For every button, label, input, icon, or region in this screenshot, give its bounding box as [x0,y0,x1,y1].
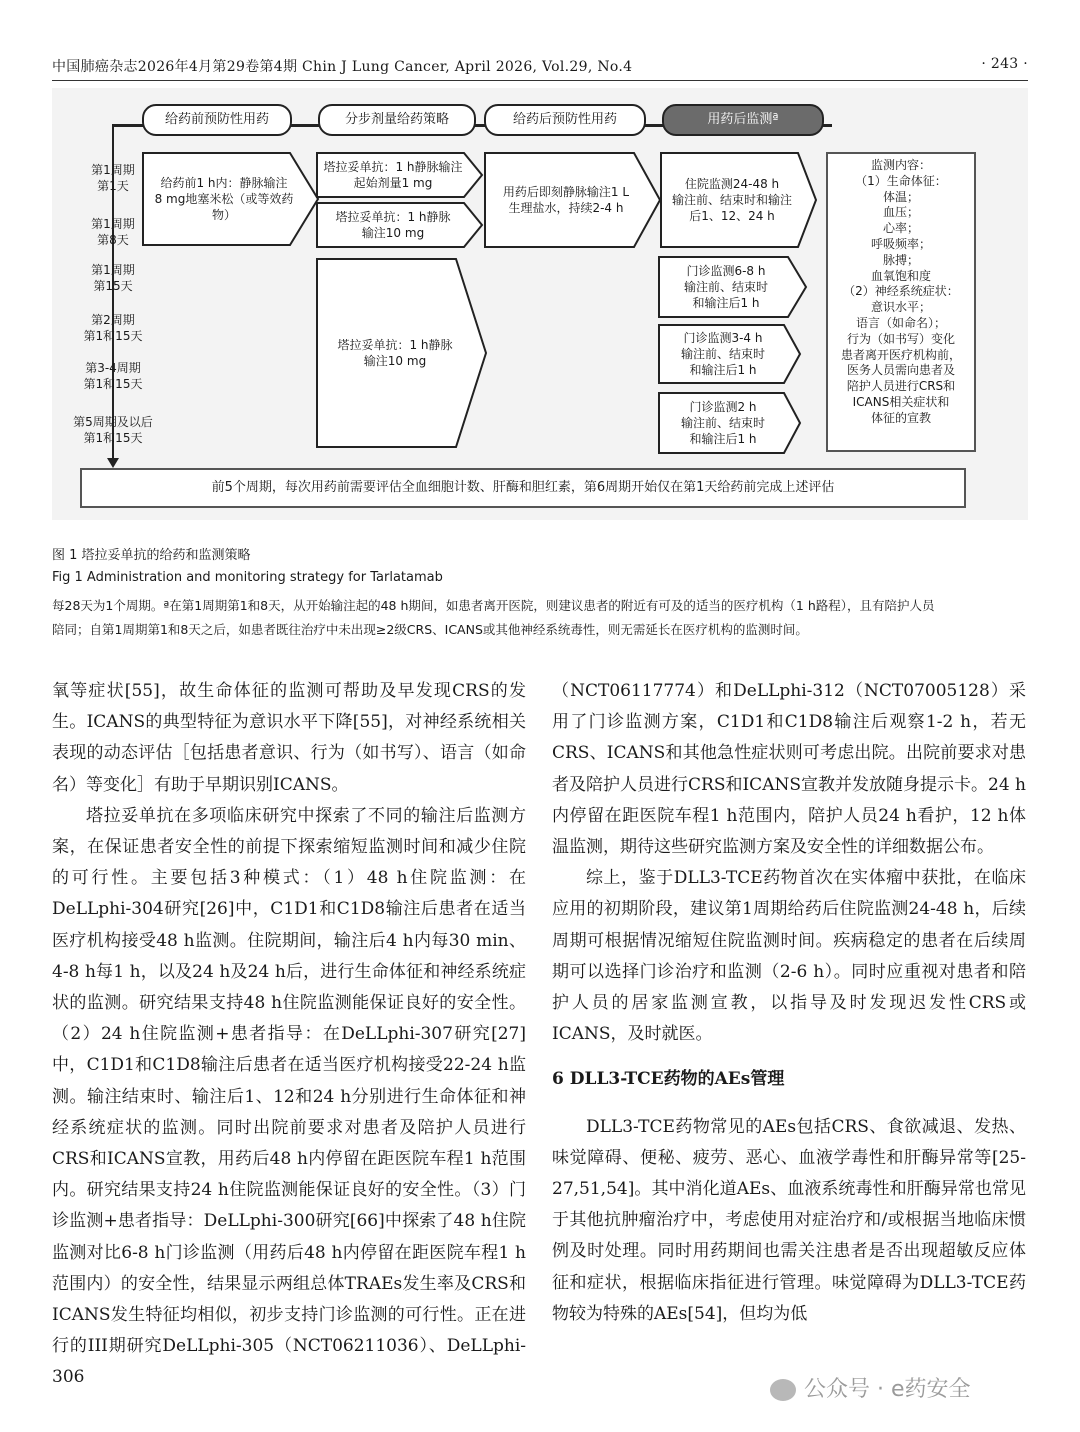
phase-premed: 给药前预防性用药 [142,104,292,136]
phase-monitoring: 用药后监测ª [662,104,824,136]
monitor-outpatient-2-text: 门诊监测2 h 输注前、结束时 和输注后1 h [680,400,765,446]
monitor-line: 体温； [882,189,919,204]
dose2-box [316,202,484,248]
monitor-line: 患者离开医疗机构前， [840,347,961,362]
figure-note-line: 陪同；自第1周期第1和8天之后，如患者既往治疗中未出现≥2级CRS、ICANS或其他神经系统毒性，则无需延长在医疗机构的监测时间。 [52,622,808,637]
paragraph: 综上，鉴于DLL3-TCE药物首次在实体瘤中获批，在临床应用的初期阶段，建议第1周期给药后住院监测24-48 h，后续周期可根据情况缩短住院监测时间。疾病稳定的患者在后续周期可以选择门诊治疗和监测（2-6 h）。同时应重视对患者和陪护人员的居家监测宣教，以指导及时发现迟发性CRS或ICANS，及时就医。 [552,868,1026,1045]
running-header [52,56,1028,80]
timepoint-c1d15: 第1周期 第15天 [91,263,135,293]
figure-note-line: 每28天为1个周期。ª在第1周期第1和8天，从开始输注起的48 h期间，如患者离开医院，则建议患者的附近有可及的适当的医疗机构（1 h路程），且有陪护人员 [52,598,935,613]
timepoint-c3-4: 第3-4周期 第1和15天 [83,361,143,391]
monitor-line: 心率； [882,221,919,236]
paragraph: 氧等症状[55]，故生命体征的监测可帮助及早发现CRS的发生。ICANS的典型特征为意识水平下降[55]，对神经系统相关表现的动态评估［包括患者意识、行为（如书写）、语言（如命名）等变化］有助于早期识别ICANS。 [52,681,526,795]
page-number: · 243 · [981,56,1028,72]
timepoint-c2: 第2周期 第1和15天 [83,313,143,343]
dose2-text: 塔拉妥单抗：1 h静脉 输注10 mg [335,210,451,240]
dose1-box [316,152,484,198]
paragraph: DLL3-TCE药物常见的AEs包括CRS、食欲减退、发热、味觉障碍、便秘、疲劳、恶心、血液学毒性和肝酶异常等[25-27,51,54]。其中消化道AEs、血液系统毒性和肝酶异常也常见于其他抗肿瘤治疗中，考虑使用对症治疗和/或根据当地临床惯例及时处理。同时用药期间也需关注患者是否出现超敏反应体征和症状，根据临床指征进行管理。味觉障碍为DLL3-TCE药物较为特殊的AEs[54]，但均为低 [552,1116,1026,1324]
premed-box [142,152,320,246]
monitor-line: 语言（如命名）； [855,315,946,330]
monitor-outpatient-3-4-text: 门诊监测3-4 h 输注前、结束时 和输注后1 h [680,331,765,377]
timepoint-c1d1: 第1周期 第1天 [91,163,135,193]
section-heading: 6 DLL3-TCE药物的AEs管理 [552,1069,785,1090]
monitor-inpatient-box [660,152,818,248]
monitor-line: 血氧饱和度 [870,268,931,283]
postmed-box [484,152,662,248]
monitor-line: 血压； [882,205,919,220]
monitor-line: 监测内容： [870,158,931,172]
monitor-line: （2）神经系统症状： [843,284,959,299]
monitor-outpatient-6-8-text: 门诊监测6-8 h 输注前、结束时 和输注后1 h [683,264,768,310]
figure-caption-en: Fig 1 Administration and monitoring strategy for Tarlatamab [52,570,443,585]
monitor-line: 呼吸频率； [870,236,931,251]
phase-dosing: 分步剂量给药策略 [318,104,476,136]
timepoint-c5plus: 第5周期及以后 第1和15天 [73,415,153,445]
monitor-line: 体征的宣教 [870,410,931,425]
watermark-text: 公众号 · e药安全 [804,1377,971,1402]
body-column-right [552,676,1026,1330]
header-rule [52,80,1028,81]
monitor-line: 陪护人员进行CRS和 [846,379,956,394]
body-column-left [52,676,526,1394]
dose3-text: 塔拉妥单抗：1 h静脉 输注10 mg [337,338,453,368]
assessment-footer-box: 前5个周期，每次用药前需要评估全血细胞计数、肝酶和胆红素，第6周期开始仅在第1天给药前完成上述评估 [80,468,966,508]
postmed-text: 用药后即刻静脉输注1 L 生理盐水，持续2-4 h [502,185,630,215]
figure-caption-cn: 图 1 塔拉妥单抗的给药和监测策略 [52,548,251,563]
timepoint-c1d8: 第1周期 第8天 [91,217,135,247]
wechat-icon [770,1379,796,1401]
monitor-line: ICANS相关症状和 [852,394,950,409]
figure-notes [52,594,1032,642]
monitor-outpatient-3-4-box [658,324,802,384]
monitoring-content-box [826,152,976,452]
monitor-line: （1）生命体征： [855,173,947,188]
monitor-line: 医务人员需向患者及 [846,363,955,378]
dose3-box [316,258,488,448]
paragraph: 塔拉妥单抗在多项临床研究中探索了不同的输注后监测方案，在保证患者安全性的前提下探索缩短监测时间和减少住院的可行性。主要包括3种模式：（1）48 h住院监测：在DeLLphi-304研究[26]中，C1D1和C1D8输注后患者在适当医疗机构接受48 h监测。住院期间，输注后4 h内每30 min、4-8 h每1 h，以及24 h及24 h后，进行生命体征和神经系统症状的监测。研究结果支持48 h住院监测能保证良好的安全性。（2）24 h住院监测+患者指导：在DeLLphi-307研究[27]中，C1D1和C1D8输注后患者在适当医疗机构接受22-24 h监测。输注结束时、输注后1、12和24 h分别进行生命体征和神经系统症状的监测。同时出院前要求对患者及陪护人员进行CRS和ICANS宣教，用药后48 h内停留在距医院车程1 h范围内。研究结果支持24 h住院监测能保证良好的安全性。（3）门诊监测+患者指导：DeLLphi-300研究[66]中探索了48 h住院监测对比6-8 h门诊监测（用药后48 h内停留在距医院车程1 h范围内）的安全性，结果显示两组总体TRAEs发生率及CRS和ICANS发生特征均相似，初步支持门诊监测的可行性。正在进行的III期研究DeLLphi-305（NCT06211036）、DeLLphi-306 [52,805,526,1388]
journal-citation: 中国肺癌杂志2026年4月第29卷第4期 Chin J Lung Cancer, April 2026, Vol.29, No.4 [52,59,633,75]
monitor-outpatient-2-box [658,392,802,454]
monitor-outpatient-6-8-box [658,256,808,318]
monitor-line: 意识水平； [870,300,931,315]
premed-text: 给药前1 h内：静脉输注 8 mg地塞米松（或等效药物） [154,176,294,222]
dose1-text: 塔拉妥单抗：1 h静脉输注 起始剂量1 mg [323,160,463,190]
monitor-line: 脉搏； [882,252,919,267]
monitor-line: 行为（如书写）变化 [846,331,955,346]
monitor-inpatient-text: 住院监测24-48 h 输注前、结束时和输注 后1、12、24 h [671,177,792,223]
timeline-arrow-icon [107,458,119,468]
figure-flowchart [52,88,1028,520]
phase-postmed: 给药后预防性用药 [484,104,646,136]
paragraph: （NCT06117774）和DeLLphi-312（NCT07005128）采用了门诊监测方案，C1D1和C1D8输注后观察1-2 h，若无CRS、ICANS和其他急性症状则可考虑出院。出院前要求对患者及陪护人员进行CRS和ICANS宣教并发放随身提示卡。24 h内停留在距医院车程1 h范围内，陪护人员24 h看护，12 h体温监测，期待这些研究监测方案及安全性的详细数据公布。 [552,681,1026,858]
watermark [770,1372,971,1403]
